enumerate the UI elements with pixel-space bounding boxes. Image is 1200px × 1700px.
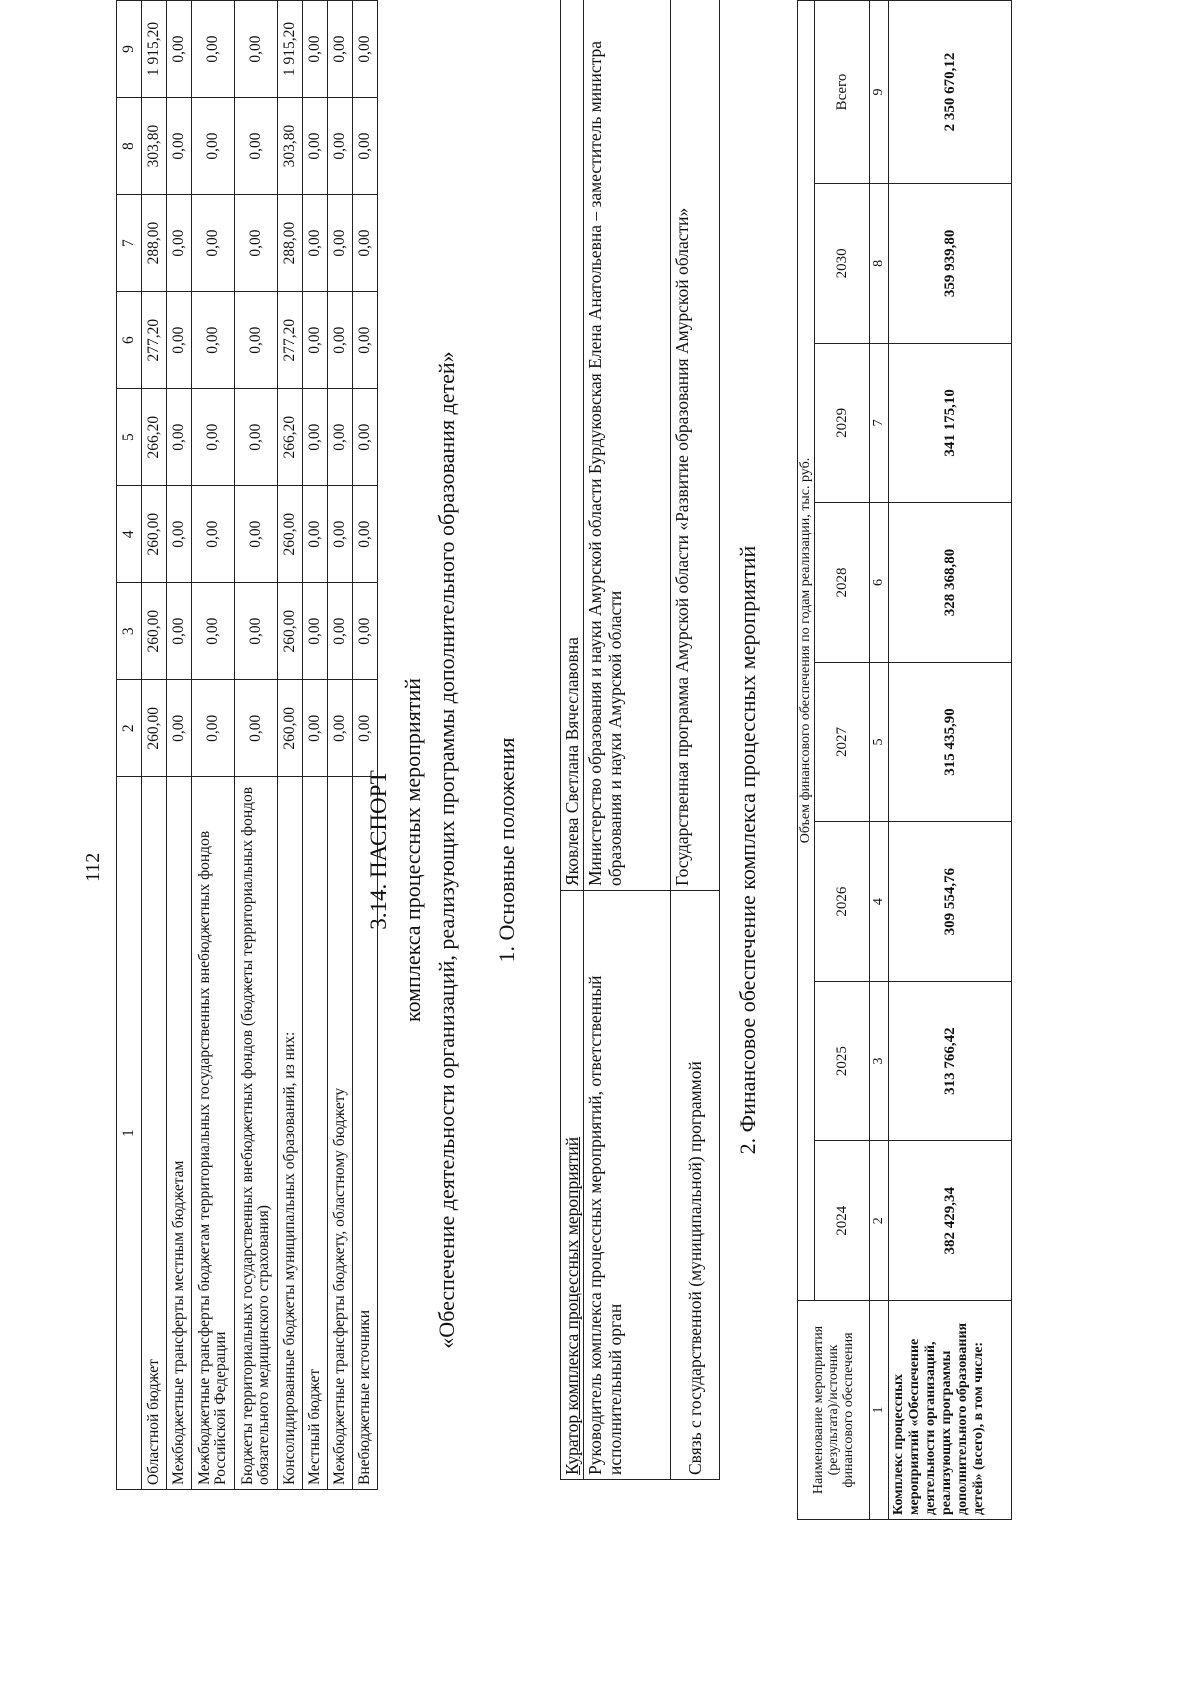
header-cell: 7 — [117, 195, 142, 292]
year-header: 2028 — [815, 503, 870, 663]
row-label: Межбюджетные трансферты бюджетам территориальных государственных внебюджетных фондов Российской Федерации — [192, 777, 235, 1490]
value-cell: 1 915,20 — [142, 1, 167, 98]
value-cell: 0,00 — [353, 195, 378, 292]
value-cell: 382 429,34 — [889, 1141, 1012, 1301]
value-cell: 0,00 — [192, 583, 235, 680]
value-cell: 0,00 — [167, 292, 192, 389]
value-cell: 260,00 — [142, 680, 167, 777]
column-index-row — [870, 1, 889, 1520]
value-cell: 0,00 — [167, 1, 192, 98]
value-cell: 288,00 — [278, 195, 303, 292]
index-cell: 2 — [870, 1141, 889, 1301]
value-cell: 0,00 — [328, 195, 353, 292]
value-cell: 359 939,80 — [889, 184, 1012, 344]
value-cell: 266,20 — [142, 389, 167, 486]
value-cell: 303,80 — [142, 98, 167, 195]
value-cell: 0,00 — [192, 389, 235, 486]
value-cell: 0,00 — [167, 486, 192, 583]
row-label: Внебюджетные источники — [353, 777, 378, 1490]
provision-key: Руководитель комплекса процессных мероприятий, ответственный исполнительный орган — [584, 891, 671, 1480]
value-cell: 266,20 — [278, 389, 303, 486]
provision-value: Государственная программа Амурской области «Развитие образования Амурской области» — [671, 0, 720, 891]
value-cell: 0,00 — [328, 583, 353, 680]
value-cell: 309 554,76 — [889, 822, 1012, 982]
page-number: 112 — [82, 852, 104, 882]
header-cell: 5 — [117, 389, 142, 486]
table-header-row — [815, 1, 870, 1520]
index-cell: 7 — [870, 343, 889, 503]
table-row — [303, 1, 328, 1490]
index-cell: 6 — [870, 503, 889, 663]
value-cell: 0,00 — [167, 680, 192, 777]
value-cell: 260,00 — [278, 583, 303, 680]
value-cell: 328 368,80 — [889, 503, 1012, 663]
value-cell: 0,00 — [328, 98, 353, 195]
value-cell: 260,00 — [278, 486, 303, 583]
value-cell: 0,00 — [235, 195, 278, 292]
value-cell: 0,00 — [303, 292, 328, 389]
basic-provisions-table — [560, 0, 720, 1480]
passport-complex-name: «Обеспечение деятельности организаций, реализующих программы дополнительного образования детей» — [434, 351, 459, 1349]
value-cell: 0,00 — [328, 292, 353, 389]
table-row — [192, 1, 235, 1490]
index-cell: 3 — [870, 981, 889, 1141]
index-cell: 9 — [870, 1, 889, 184]
value-cell: 0,00 — [353, 1, 378, 98]
year-header: 2030 — [815, 184, 870, 344]
value-cell: 0,00 — [303, 389, 328, 486]
table-row — [328, 1, 353, 1490]
provision-key: Связь с государственной (муниципальной) программой — [671, 891, 720, 1480]
value-cell: 0,00 — [235, 583, 278, 680]
value-cell: 260,00 — [142, 486, 167, 583]
header-cell: 1 — [117, 777, 142, 1490]
total-header: Всего — [815, 1, 870, 184]
row-label: Бюджеты территориальных государственных внебюджетных фондов (бюджеты территориальных фондов обязательного медицинского страхования) — [235, 777, 278, 1490]
value-cell: 0,00 — [328, 389, 353, 486]
value-cell: 0,00 — [192, 680, 235, 777]
header-cell: 3 — [117, 583, 142, 680]
value-cell: 0,00 — [192, 98, 235, 195]
value-cell: 0,00 — [192, 292, 235, 389]
value-cell: 313 766,42 — [889, 981, 1012, 1141]
table-header-row — [117, 1, 142, 1490]
table-row — [235, 1, 278, 1490]
budget-sources-table — [116, 0, 378, 1490]
value-cell: 341 175,10 — [889, 343, 1012, 503]
value-cell: 0,00 — [353, 680, 378, 777]
row-label: Местный бюджет — [303, 777, 328, 1490]
section-heading-basic-provisions: 1. Основные положения — [494, 737, 519, 963]
value-cell: 0,00 — [328, 680, 353, 777]
value-cell: 260,00 — [278, 680, 303, 777]
column-group-header: Объем финансового обеспечения по годам реализации, тыс. руб. — [798, 1, 815, 1301]
row-label: Межбюджетные трансферты местным бюджетам — [167, 777, 192, 1490]
section-heading-financing: 2. Финансовое обеспечение комплекса процессных мероприятий — [735, 545, 760, 1155]
year-header: 2026 — [815, 822, 870, 982]
value-cell: 0,00 — [235, 486, 278, 583]
value-cell: 0,00 — [303, 195, 328, 292]
value-cell: 0,00 — [353, 486, 378, 583]
value-cell: 0,00 — [167, 98, 192, 195]
table-row — [889, 1, 1012, 1520]
value-cell: 0,00 — [353, 292, 378, 389]
value-cell: 0,00 — [192, 195, 235, 292]
year-header: 2025 — [815, 981, 870, 1141]
value-cell: 277,20 — [142, 292, 167, 389]
year-header: 2027 — [815, 662, 870, 822]
value-cell: 0,00 — [235, 292, 278, 389]
value-cell: 315 435,90 — [889, 662, 1012, 822]
value-cell: 0,00 — [303, 1, 328, 98]
value-cell: 0,00 — [303, 680, 328, 777]
header-cell: 2 — [117, 680, 142, 777]
passport-title: 3.14. ПАСПОРТ — [366, 770, 391, 930]
header-cell: 8 — [117, 98, 142, 195]
value-cell: 0,00 — [353, 389, 378, 486]
header-cell: 9 — [117, 1, 142, 98]
header-cell: 4 — [117, 486, 142, 583]
table-row — [142, 1, 167, 1490]
provision-value: Яковлева Светлана Вячеславовна — [561, 0, 584, 891]
index-cell: 5 — [870, 662, 889, 822]
index-cell: 4 — [870, 822, 889, 982]
value-cell: 0,00 — [235, 98, 278, 195]
table-header-row — [798, 1, 815, 1520]
table-row — [278, 1, 303, 1490]
financing-table — [797, 0, 1012, 1520]
index-cell: 1 — [870, 1301, 889, 1520]
value-cell: 303,80 — [278, 98, 303, 195]
value-cell: 288,00 — [142, 195, 167, 292]
index-cell: 8 — [870, 184, 889, 344]
value-cell: 0,00 — [167, 583, 192, 680]
row-label: Областной бюджет — [142, 777, 167, 1490]
table-row — [584, 0, 671, 1480]
header-cell: 6 — [117, 292, 142, 389]
provision-value: Министерство образования и науки Амурской области Бурдуковская Елена Анатольевна – заместитель министра образования и науки Амурской области — [584, 0, 671, 891]
value-cell: 0,00 — [167, 195, 192, 292]
value-cell: 0,00 — [167, 389, 192, 486]
value-cell: 0,00 — [303, 583, 328, 680]
value-cell: 0,00 — [303, 98, 328, 195]
value-cell: 0,00 — [235, 680, 278, 777]
complex-total-label: Комплекс процессных мероприятий «Обеспечение деятельности организаций, реализующих программы дополнительного образования детей» (всего), в том числе: — [889, 1301, 1012, 1520]
column-header-name: Наименование мероприятия (результата)/источник финансового обеспечения — [798, 1301, 870, 1520]
table-row — [671, 0, 720, 1480]
value-cell: 1 915,20 — [278, 1, 303, 98]
total-value-cell: 2 350 670,12 — [889, 1, 1012, 184]
table-row — [167, 1, 192, 1490]
value-cell: 0,00 — [328, 486, 353, 583]
value-cell: 0,00 — [328, 1, 353, 98]
value-cell: 0,00 — [192, 486, 235, 583]
value-cell: 0,00 — [235, 1, 278, 98]
row-label: Межбюджетные трансферты бюджету, областному бюджету — [328, 777, 353, 1490]
year-header: 2024 — [815, 1141, 870, 1301]
provision-key: Куратор комплекса процессных мероприятий — [561, 891, 584, 1480]
value-cell: 0,00 — [192, 1, 235, 98]
table-row — [561, 0, 584, 1480]
year-header: 2029 — [815, 343, 870, 503]
value-cell: 0,00 — [353, 98, 378, 195]
value-cell: 277,20 — [278, 292, 303, 389]
row-label: Консолидированные бюджеты муниципальных образований, из них: — [278, 777, 303, 1490]
value-cell: 0,00 — [235, 389, 278, 486]
passport-subtitle: комплекса процессных мероприятий — [400, 678, 425, 1022]
value-cell: 260,00 — [142, 583, 167, 680]
value-cell: 0,00 — [353, 583, 378, 680]
value-cell: 0,00 — [303, 486, 328, 583]
